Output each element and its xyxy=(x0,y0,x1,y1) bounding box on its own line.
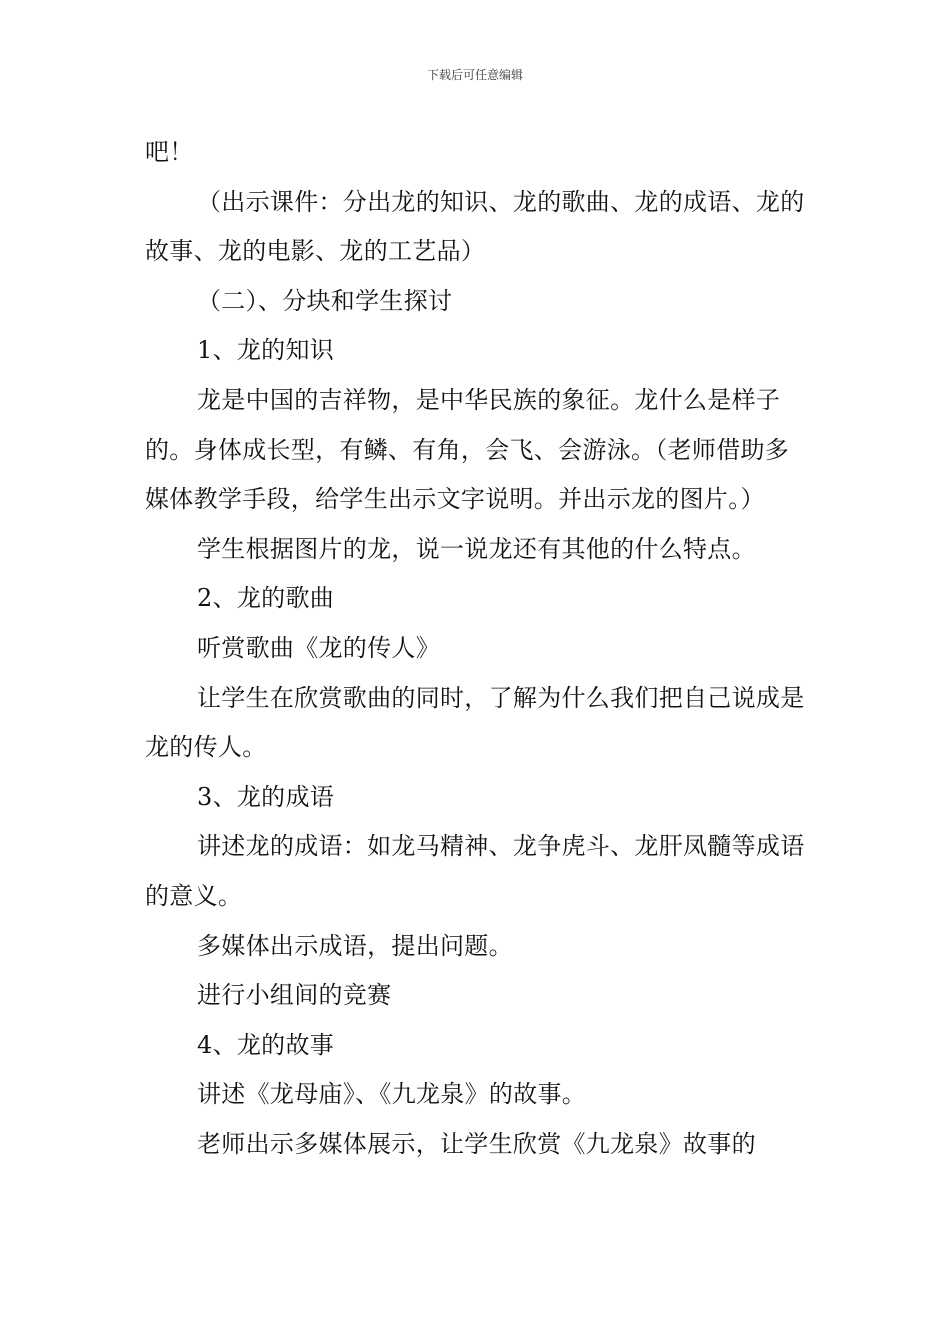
subsection-heading: 1、龙的知识 xyxy=(197,336,335,365)
document-body xyxy=(145,128,807,1169)
paragraph: 让学生在欣赏歌曲的同时，了解为什么我们把自己说成是龙的传人。 xyxy=(145,683,805,762)
paragraph: 吧！ xyxy=(145,138,194,166)
section-heading: （二）、分块和学生探讨 xyxy=(197,286,453,315)
subsection-heading: 4、龙的故事 xyxy=(197,1030,335,1059)
paragraph: 听赏歌曲《龙的传人》 xyxy=(197,633,440,662)
paragraph: （出示课件：分出龙的知识、龙的歌曲、龙的成语、龙的故事、龙的电影、龙的工艺品） xyxy=(145,187,805,266)
subsection-heading: 3、龙的成语 xyxy=(197,782,335,811)
paragraph: 讲述《龙母庙》、《九龙泉》的故事。 xyxy=(197,1080,587,1109)
paragraph: 多媒体出示成语，提出问题。 xyxy=(197,931,513,960)
paragraph: 学生根据图片的龙，说一说龙还有其他的什么特点。 xyxy=(197,534,756,563)
paragraph: 龙是中国的吉祥物，是中华民族的象征。龙什么是样子的。身体成长型，有鳞、有角，会飞、会游泳。（老师借助多媒体教学手段，给学生出示文字说明。并出示龙的图片。） xyxy=(145,385,790,514)
paragraph: 进行小组间的竞赛 xyxy=(197,981,392,1010)
paragraph: 讲述龙的成语：如龙马精神、龙争虎斗、龙肝凤髓等成语的意义。 xyxy=(145,832,805,910)
subsection-heading: 2、龙的歌曲 xyxy=(197,584,335,613)
page-header: 下载后可任意编辑 xyxy=(426,68,523,82)
paragraph: 老师出示多媒体展示，让学生欣赏《九龙泉》故事的 xyxy=(197,1129,756,1158)
